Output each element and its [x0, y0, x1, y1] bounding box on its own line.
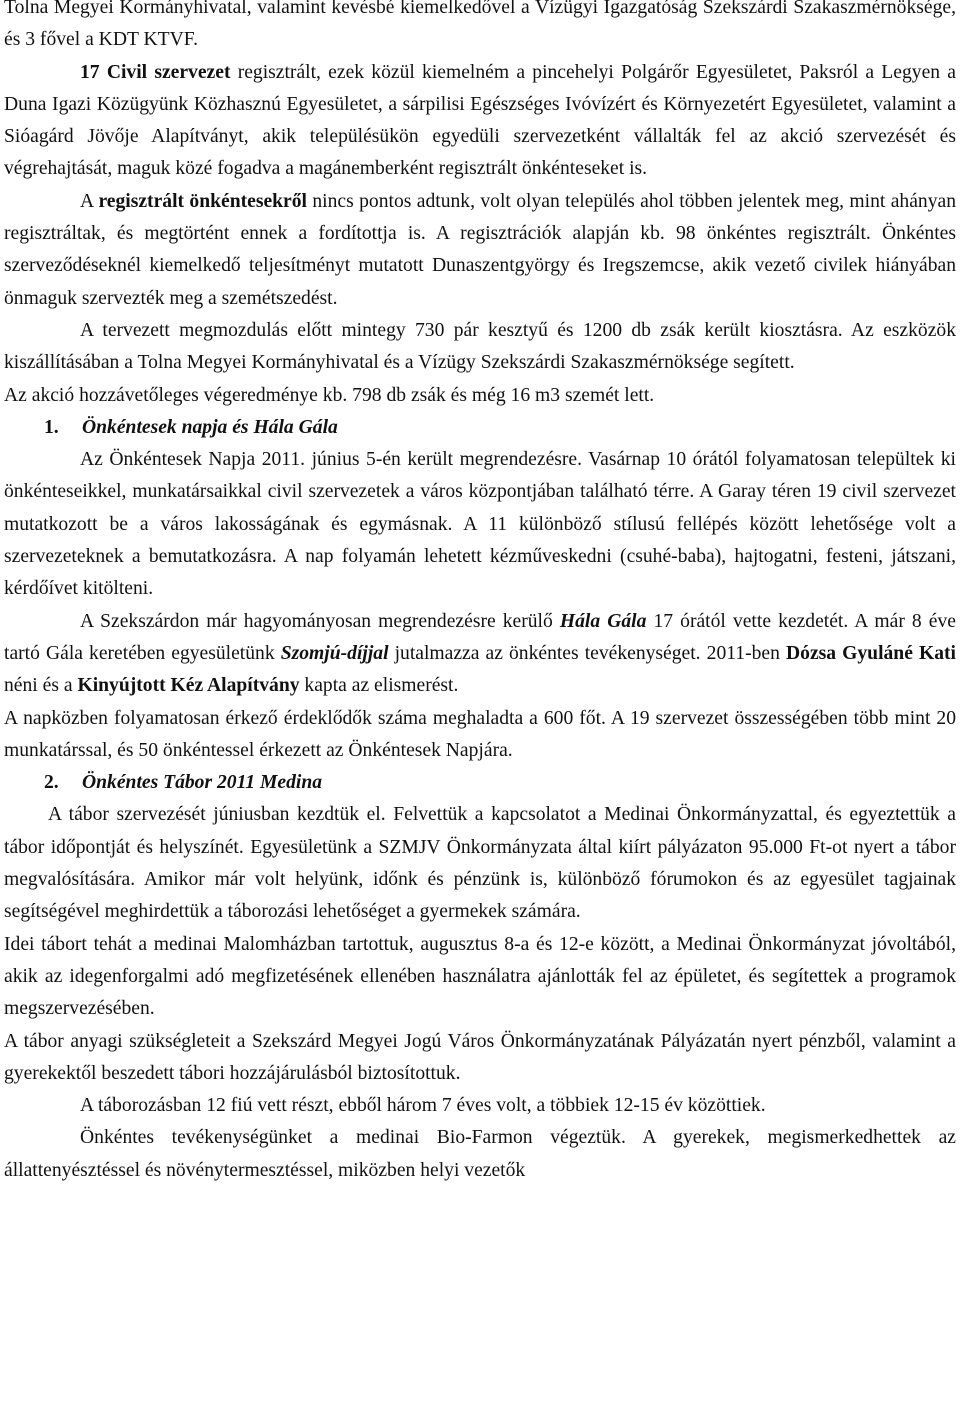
heading-1-number: 1. [44, 416, 59, 438]
awardee-foundation: Kinyújtott Kéz Alapítvány [77, 675, 300, 697]
paragraph-camp-participants: A táborozásban 12 fiú vett részt, ebből három 7 éves volt, a többiek 12-15 év közöttiek. [80, 1095, 766, 1117]
heading-2-title: Önkéntes Tábor 2011 Medina [82, 772, 323, 794]
heading-2-number: 2. [44, 772, 59, 794]
paragraph-hala-gala [4, 606, 956, 703]
paragraph-volunteer-day: Az Önkéntesek Napja 2011. június 5-én került megrendezésre. Vasárnap 10 órától folyamatosan települtek ki önkénteseikkel, munkatársaikkal civil szervezetek a város központjában található térre. A Garay téren 19 civil szervezet mutatkozott be a város lakosságának és egymásnak. A 11 különböző stílusú fellépés között lehetősége volt a szervezeteknek a bemutatkozásra. A nap folyamán lehetett kézműveskedni (csuhé-baba), hajtogatni, festeni, játszani, kérdőívet kitölteni. [4, 449, 956, 600]
heading-volunteer-camp [4, 767, 956, 799]
heading-1-title: Önkéntesek napja és Hála Gála [82, 416, 338, 438]
volunteers-text: nincs pontos adtunk, volt olyan település ahol többen jelentek meg, mint ahányan regisztráltak, és megtörtént ennek a fordítottja is. A regisztrációk alapján kb. 98 önkéntes regisztrált. Önkéntes szerveződéseknél kiemelkedő teljesítményt mutatott Dunaszentgyörgy és Iregszemcse, akik vezető civilek hiányában önmaguk szervezték meg a szemétszedést. [4, 190, 956, 309]
heading-volunteer-day [4, 412, 956, 444]
paragraph-registered-volunteers [4, 186, 956, 315]
paragraph-gloves-bags: A tervezett megmozdulás előtt mintegy 730 pár kesztyű és 1200 db zsák került kiosztásra. Az eszközök kiszállításában a Tolna Megyei Kormányhivatal és a Vízügy Szekszárdi Szakaszmérnöksége segített. [4, 319, 956, 374]
gala-name: Hála Gála [559, 610, 647, 632]
award-name: Szomjú-díjjal [280, 642, 389, 664]
awardee-person: Dózsa Gyuláné Kati [786, 642, 956, 664]
paragraph-intro: Tolna Megyei Kormányhivatal, valamint kevésbé kiemelkedővel a Vízügyi Igazgatóság Szekszárdi Szakaszmérnöksége, és 3 fővel a KDT KTVF. [4, 0, 956, 51]
gala-text-1: A Szekszárdon már hagyományosan megrendezésre kerülő [80, 610, 560, 632]
document-body [4, 0, 956, 1187]
civil-organizations-text: regisztrált, ezek közül kiemelném a pincehelyi Polgárőr Egyesületet, Paksról a Legyen a Duna Igazi Közügyünk Közhasznú Egyesületet, a sárpilisi Egészséges Ivóvízért és Környezetért Egyesületet, valamint a Sióagárd Jövője Alapítványt, akik településükön egyedüli szervezetként vállalták fel az akció szervezését és végrehajtását, maguk közé fogadva a magánemberként regisztrált önkénteseket is. [4, 61, 956, 180]
paragraph-camp-funding: A tábor anyagi szükségleteit a Szekszárd Megyei Jogú Város Önkormányzatának Pályázatán nyert pénzből, valamint a gyerekektől beszedett tábori hozzájárulásból biztosítottuk. [4, 1030, 956, 1084]
paragraph-camp-location: Idei tábort tehát a medinai Malomházban tartottuk, augusztus 8-a és 12-e között, a Medinai Önkormányzat jóvoltából, akik az idegenforgalmi adó megfizetésének ellenében használatra ajánlották fel az épületet, és segítettek a programok megszervezésében. [4, 933, 956, 1020]
volunteers-bold-term: regisztrált önkéntesekről [98, 190, 307, 212]
volunteers-lead: A [80, 190, 99, 212]
gala-text-5: kapta az elismerést. [299, 675, 459, 697]
paragraph-visitors: A napközben folyamatosan érkező érdeklődők száma meghaladta a 600 főt. A 19 szervezet összességében több mint 20 munkatárssal, és 50 önkéntessel érkezett az Önkéntesek Napjára. [4, 707, 956, 761]
paragraph-result: Az akció hozzávetőleges végeredménye kb. 798 db zsák és még 16 m3 szemét lett. [4, 384, 655, 406]
paragraph-civil-organizations [4, 57, 956, 186]
gala-text-2: 17 órától vette kezdetét. A már 8 éve tartó Gála keretében egyesületünk [4, 610, 956, 664]
paragraph-bio-farm: Önkéntes tevékenységünket a medinai Bio-Farmon végeztük. A gyerekek, megismerkedhettek az állattenyésztéssel és növénytermesztéssel, miközben helyi vezetők [4, 1127, 956, 1181]
civil-count-label: 17 Civil szervezet [80, 61, 231, 83]
gala-text-3: jutalmazza az önkéntes tevékenységet. 2011-ben [388, 642, 786, 664]
paragraph-camp-organization: A tábor szervezését júniusban kezdtük el. Felvettük a kapcsolatot a Medinai Önkormányzattal, és egyeztettük a tábor időpontját és helyszínét. Egyesületünk a SZMJV Önkormányzata által kiírt pályázaton 95.000 Ft-ot nyert a tábor megvalósítására. Amikor már volt helyünk, időnk és pénzünk is, különböző fórumokon és az egyesület tagjainak segítségével meghirdettük a táborozási lehetőséget a gyermekek számára. [4, 804, 956, 923]
gala-text-4: néni és a [4, 675, 78, 697]
